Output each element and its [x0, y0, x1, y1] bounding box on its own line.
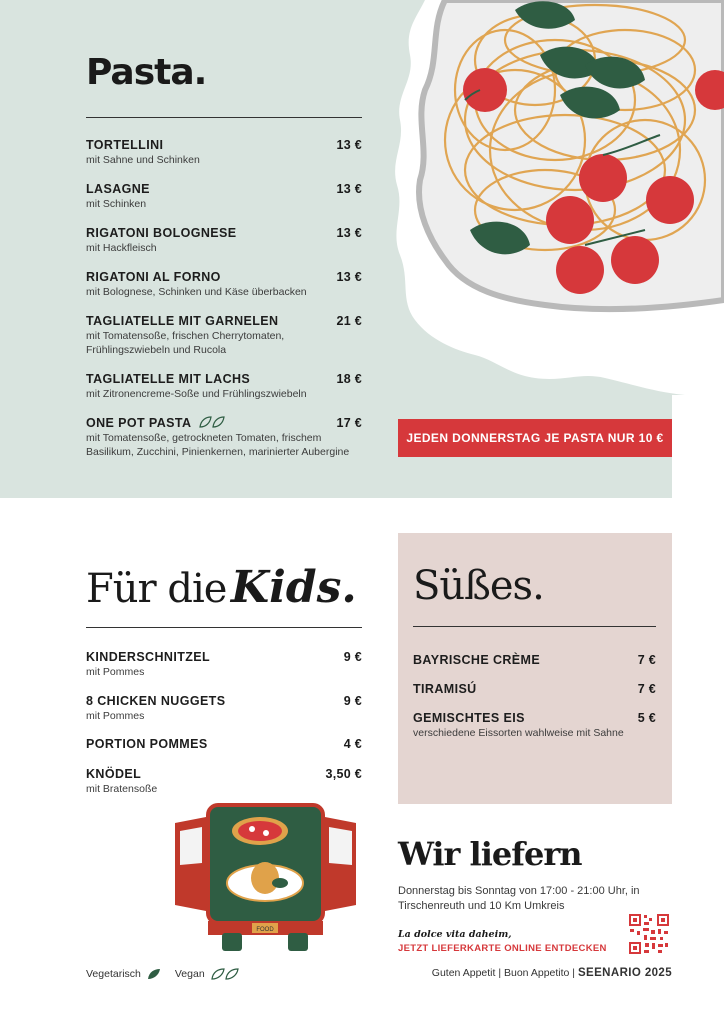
item-name: KNÖDEL: [86, 767, 142, 781]
menu-item: [86, 416, 362, 459]
truck-label: FOOD: [256, 927, 274, 933]
kids-title-b: Kids.: [230, 562, 357, 613]
item-desc: mit Sahne und Schinken: [86, 154, 200, 166]
item-price: 7 €: [637, 682, 656, 696]
item-name: TORTELLINI: [86, 138, 164, 152]
item-desc: verschiedene Eissorten wahlweise mit Sahne: [413, 727, 624, 739]
kids-title: [86, 562, 357, 613]
item-price: 4 €: [343, 737, 362, 751]
item-name-text: ONE POT PASTA: [86, 416, 191, 430]
item-desc: mit Bratensoße: [86, 783, 158, 795]
item-price: 9 €: [343, 694, 362, 708]
item-price: 3,50 €: [325, 767, 362, 781]
menu-item: [413, 653, 656, 667]
footer-brand: SEENARIO 2025: [577, 967, 672, 979]
item-name: RIGATONI AL FORNO: [86, 270, 221, 284]
item-price: 13 €: [336, 182, 362, 196]
menu-item: [86, 372, 362, 401]
item-name: PORTION POMMES: [86, 737, 208, 751]
item-name: TAGLIATELLE MIT LACHS: [86, 372, 251, 386]
delivery-title: Wir liefern: [398, 835, 582, 873]
item-name: 8 CHICKEN NUGGETS: [86, 694, 226, 708]
menu-item: [413, 711, 656, 740]
kids-divider: [86, 627, 362, 628]
item-name: KINDERSCHNITZEL: [86, 650, 211, 664]
item-name: BAYRISCHE CRÈME: [413, 653, 541, 667]
leaf-icon: [147, 968, 161, 980]
delivery-tagline: La dolce vita daheim,: [398, 929, 512, 940]
menu-item: [86, 694, 362, 723]
double-leaf-icon: [211, 968, 239, 980]
diet-legend: [86, 968, 239, 980]
pasta-divider: [86, 117, 362, 118]
promo-banner: JEDEN DONNERSTAG JE PASTA NUR 10 €: [398, 419, 672, 457]
item-price: 9 €: [343, 650, 362, 664]
menu-item: [86, 138, 362, 167]
item-name: TAGLIATELLE MIT GARNELEN: [86, 314, 279, 328]
food-truck-illustration: [170, 803, 360, 953]
kids-title-a: Für die: [86, 566, 227, 612]
item-desc: mit Zitronencreme-Soße und Frühlingszwiebeln: [86, 388, 307, 400]
item-price: 7 €: [637, 653, 656, 667]
item-price: 21 €: [336, 314, 362, 328]
item-desc: mit Pommes: [86, 666, 145, 678]
footer-text: Guten Appetit | Buon Appetito |: [431, 967, 576, 979]
item-price: 5 €: [637, 711, 656, 725]
item-price: 13 €: [336, 226, 362, 240]
item-name: RIGATONI BOLOGNESE: [86, 226, 237, 240]
item-name: LASAGNE: [86, 182, 150, 196]
item-desc: mit Schinken: [86, 198, 147, 210]
delivery-cta[interactable]: JETZT LIEFERKARTE ONLINE ENTDECKEN: [398, 943, 607, 954]
legend-vegetarian-label: Vegetarisch: [86, 968, 141, 980]
menu-item: [86, 270, 362, 299]
item-desc: mit Hackfleisch: [86, 242, 157, 254]
legend-vegan-label: Vegan: [174, 968, 205, 980]
item-name: GEMISCHTES EIS: [413, 711, 525, 725]
pasta-title: Pasta.: [86, 52, 207, 93]
sweets-divider: [413, 626, 656, 627]
item-price: 17 €: [336, 416, 362, 430]
item-desc: mit Tomatensoße, frischen Cherrytomaten, Frühlingszwiebeln und Rucola: [86, 330, 285, 356]
item-name: TIRAMISÚ: [413, 682, 477, 696]
delivery-text: Donnerstag bis Sonntag von 17:00 - 21:00 Uhr, in Tirschenreuth und 10 Km Umkreis: [398, 885, 640, 912]
item-desc: mit Pommes: [86, 710, 145, 722]
double-leaf-icon: [199, 416, 225, 428]
item-desc: mit Bolognese, Schinken und Käse überbacken: [86, 286, 307, 298]
menu-item: [86, 767, 362, 796]
footer: [432, 967, 672, 979]
menu-item: [86, 314, 362, 357]
item-price: 18 €: [336, 372, 362, 386]
menu-item: [86, 182, 362, 211]
item-desc: mit Tomatensoße, getrockneten Tomaten, frischem Basilikum, Zucchini, Pinienkernen, marinierter Aubergine: [86, 432, 350, 458]
qr-code-icon[interactable]: [628, 913, 670, 955]
menu-item: [413, 682, 656, 696]
item-name: [86, 416, 362, 430]
menu-item: [86, 650, 362, 679]
menu-item: [86, 737, 362, 751]
sweets-title: Süßes.: [413, 563, 544, 609]
menu-item: [86, 226, 362, 255]
pasta-plate-illustration: [385, 0, 724, 395]
item-price: 13 €: [336, 138, 362, 152]
item-price: 13 €: [336, 270, 362, 284]
